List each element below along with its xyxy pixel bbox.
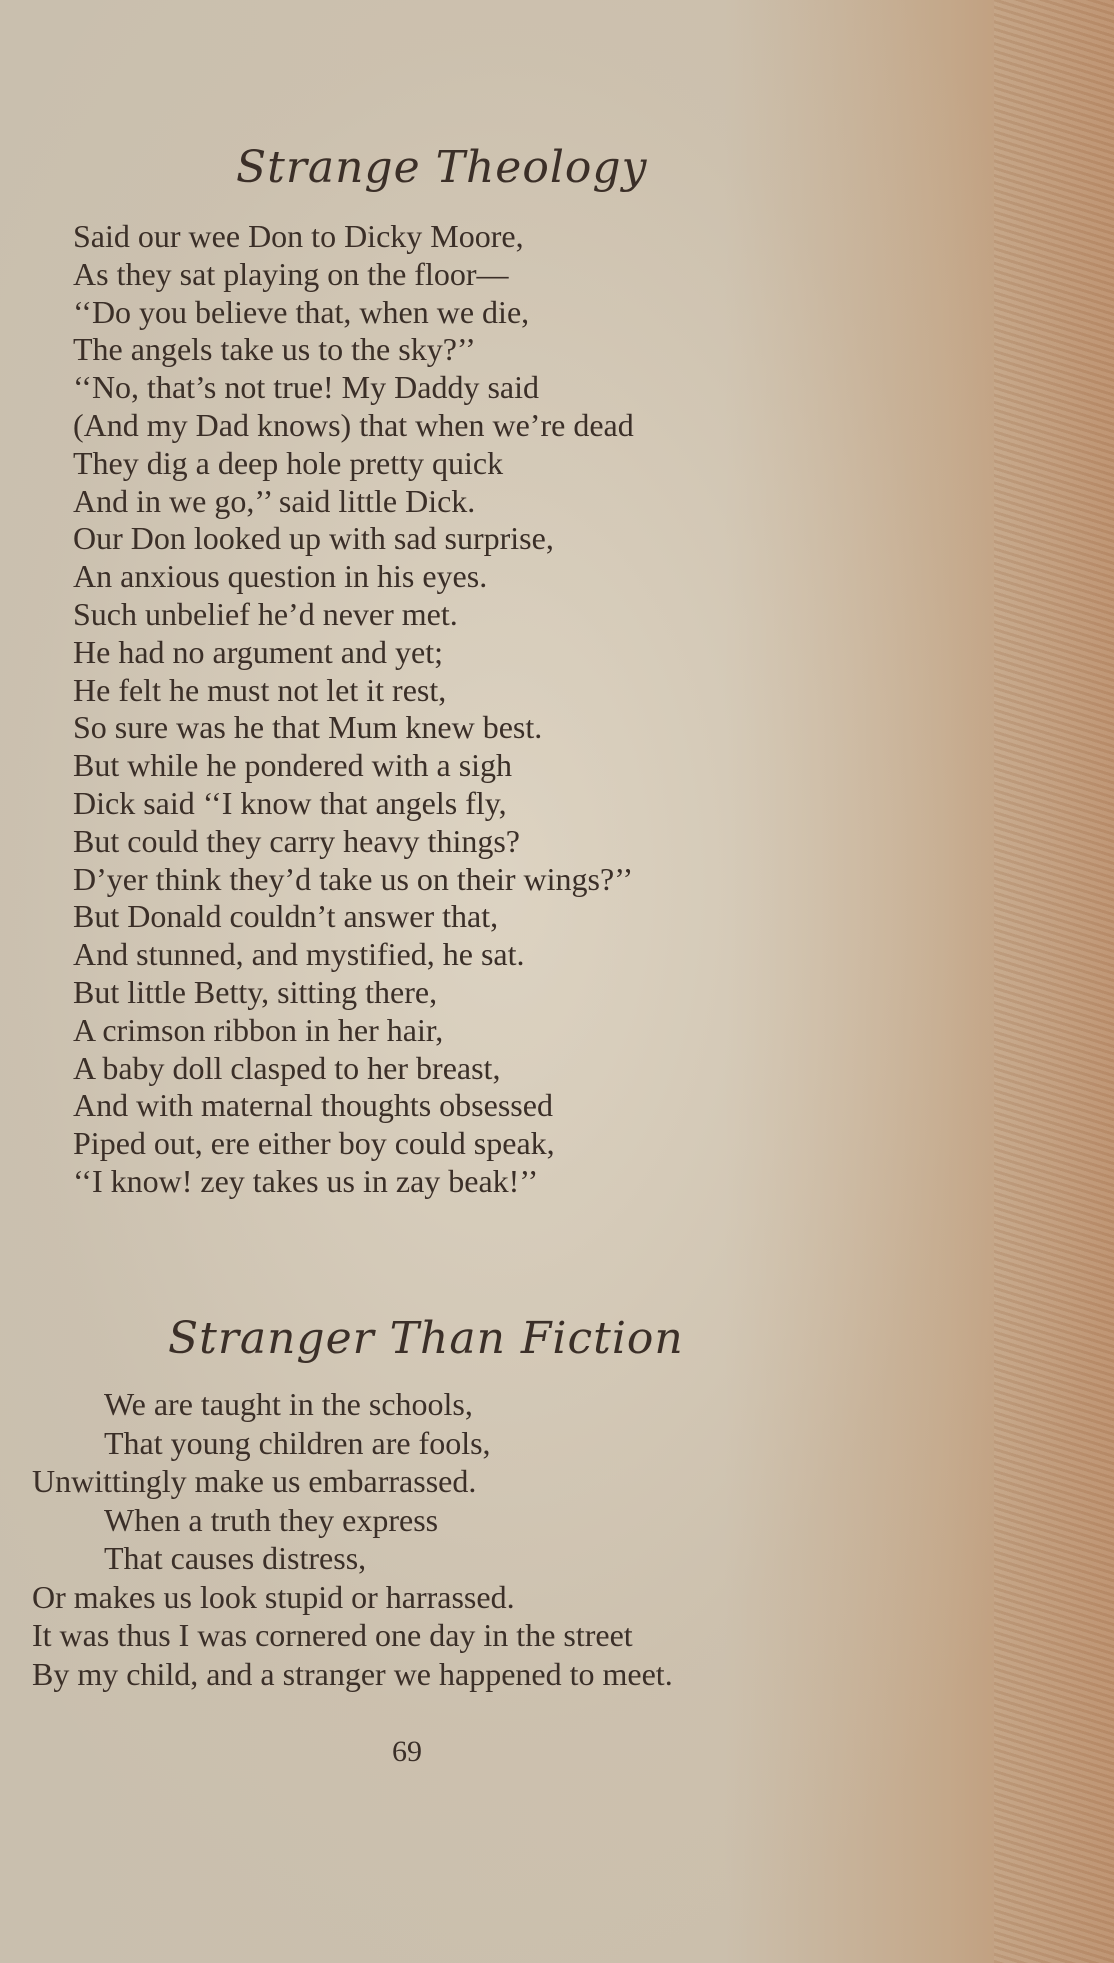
poem-title-strange-theology: Strange Theology (236, 142, 648, 193)
page-edge-discoloration (994, 0, 1114, 1963)
verse-line: But while he pondered with a sigh (73, 747, 513, 784)
verse-line: ‘‘No, that’s not true! My Daddy said (73, 369, 539, 406)
verse-line: But little Betty, sitting there, (73, 973, 438, 1010)
poem-body-strange-theology (73, 218, 634, 1201)
page-number: 69 (392, 1735, 422, 1768)
poem-title-stranger-than-fiction: Stranger Than Fiction (168, 1313, 684, 1364)
verse-line: Said our wee Don to Dicky Moore, (73, 218, 524, 254)
verse-line: Or makes us look stupid or harrassed. (32, 1578, 515, 1615)
verse-line: A crimson ribbon in her hair, (73, 1011, 444, 1048)
verse-line: And stunned, and mystified, he sat. (73, 936, 525, 973)
verse-line: When a truth they express (104, 1501, 439, 1538)
poem-body-stranger-than-fiction (32, 1385, 673, 1693)
verse-line: (And my Dad knows) that when we’re dead (73, 406, 634, 443)
verse-line: And with maternal thoughts obsessed (73, 1087, 553, 1124)
verse-line: That young children are fools, (104, 1424, 491, 1461)
verse-line: By my child, and a stranger we happened to meet. (32, 1655, 673, 1692)
verse-line: ‘‘Do you believe that, when we die, (73, 293, 530, 330)
verse-line: Piped out, ere either boy could speak, (73, 1125, 555, 1162)
verse-line: So sure was he that Mum knew best. (73, 709, 543, 746)
verse-line: The angels take us to the sky?’’ (73, 331, 476, 368)
verse-line: As they sat playing on the floor— (73, 255, 509, 292)
verse-line: He had no argument and yet; (73, 633, 443, 670)
verse-line: ‘‘I know! zey takes us in zay beak!’’ (73, 1162, 539, 1199)
verse-line: Such unbelief he’d never met. (73, 595, 458, 632)
verse-line: But could they carry heavy things? (73, 822, 520, 859)
verse-line: Dick said ‘‘I know that angels fly, (73, 784, 507, 821)
verse-line: And in we go,’’ said little Dick. (73, 482, 476, 519)
verse-line: A baby doll clasped to her breast, (73, 1049, 501, 1086)
verse-line: But Donald couldn’t answer that, (73, 898, 499, 935)
verse-line: An anxious question in his eyes. (73, 558, 488, 595)
verse-line: Our Don looked up with sad surprise, (73, 520, 554, 557)
verse-line: It was thus I was cornered one day in the street (32, 1617, 633, 1653)
verse-line: D’yer think they’d take us on their wings?’’ (73, 860, 634, 897)
verse-line: That causes distress, (104, 1540, 367, 1576)
verse-line: Unwittingly make us embarrassed. (32, 1463, 477, 1499)
verse-line: We are taught in the schools, (104, 1386, 473, 1422)
verse-line: They dig a deep hole pretty quick (73, 444, 504, 481)
verse-line: He felt he must not let it rest, (73, 671, 447, 708)
